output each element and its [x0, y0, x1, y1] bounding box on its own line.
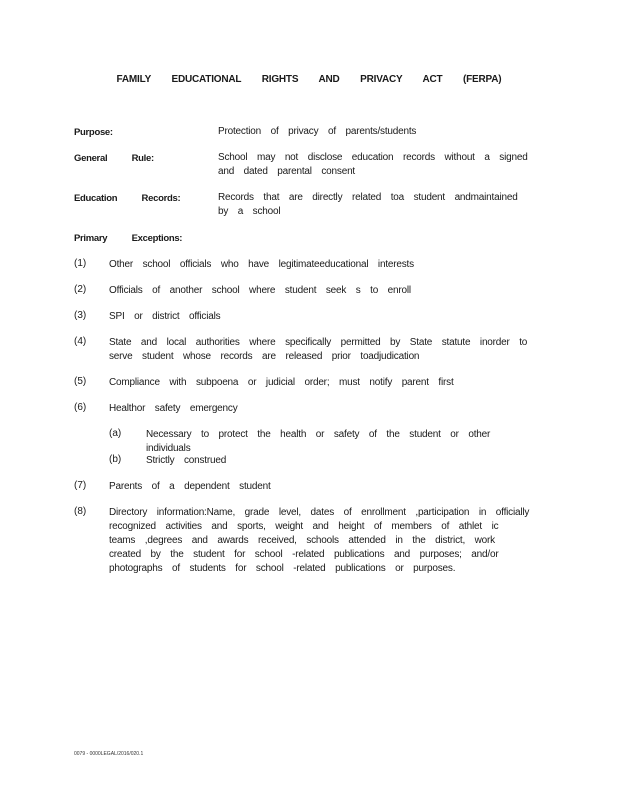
purpose-value: Protection of privacy of parents/students: [218, 126, 417, 137]
primary-exceptions-label: Primary Exceptions:: [74, 233, 183, 244]
exception-text: Directory information:Name, grade level, dates of enrollment ,participation in officially recognized activities and sports, weight and height of members of athlet ic teams ,degrees and awards received, schools attended in the district, work created by the student for school -related publications and purposes; and/or photographs of students for school -related publications or purposes.: [109, 507, 530, 574]
general-rule-label: General Rule:: [74, 153, 154, 164]
general-rule-value: School may not disclose education records without a signed and dated parental consent: [218, 152, 528, 177]
education-records-value: Records that are directly related toa student andmaintained by a school: [218, 192, 518, 217]
exception-number: (4): [74, 336, 87, 347]
exception-number: (5): [74, 376, 87, 387]
sub-item-text: Strictly construed: [146, 455, 227, 466]
exception-number: (7): [74, 480, 87, 491]
document-title: FAMILY EDUCATIONAL RIGHTS AND PRIVACY ACT (FERPA): [116, 74, 502, 85]
exception-number: (6): [74, 402, 87, 413]
exception-text: State and local authorities where specifically permitted by State statute inorder to serve student whose records are released prior toadjudication: [109, 337, 528, 362]
exception-number: (2): [74, 284, 87, 295]
education-records-label: Education Records:: [74, 193, 181, 204]
exception-text: Healthor safety emergency: [109, 403, 238, 414]
sub-item-number: (a): [109, 428, 122, 439]
sub-item-number: (b): [109, 454, 122, 465]
exception-number: (3): [74, 310, 87, 321]
exception-text: Parents of a dependent student: [109, 481, 271, 492]
exception-text: SPI or district officials: [109, 311, 221, 322]
exception-number: (1): [74, 258, 87, 269]
purpose-label: Purpose:: [74, 127, 113, 138]
exception-number: (8): [74, 506, 87, 517]
sub-item-text: Necessary to protect the health or safety of the student or other individuals: [146, 429, 491, 454]
exception-text: Other school officials who have legitimateeducational interests: [109, 259, 414, 270]
exception-text: Compliance with subpoena or judicial order; must notify parent first: [109, 377, 454, 388]
exception-text: Officials of another school where student seek s to enroll: [109, 285, 411, 296]
page-footer: 0079 - 0000LEGAL/2016/020.1: [74, 751, 144, 757]
